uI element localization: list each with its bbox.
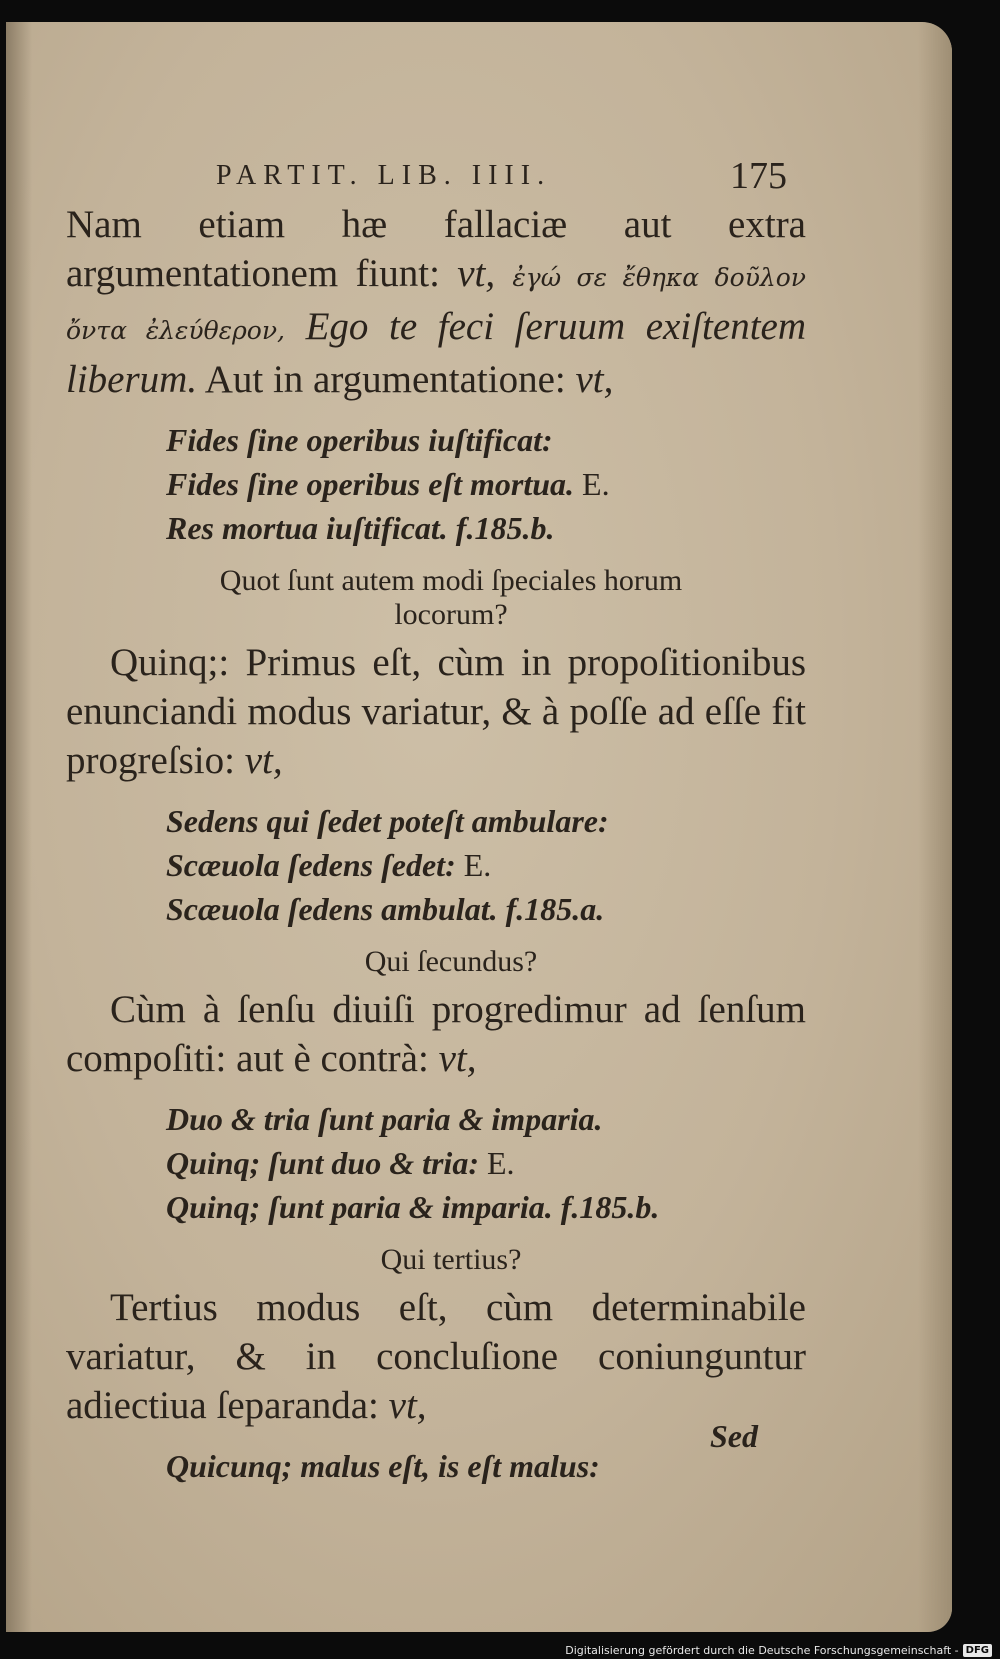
paragraph-1-vt-1: vt,: [457, 252, 496, 295]
paragraph-2: [66, 638, 806, 785]
paragraph-4-text: Tertius modus eſt, cùm determinabile variatur, & in concluſione coniunguntur adiectiua ſeparanda:: [66, 1286, 806, 1427]
ergo-marker: E.: [463, 847, 492, 883]
ergo-marker: E.: [486, 1145, 515, 1181]
syllogism-line-text: Duo & tria ſunt paria & imparia.: [166, 1101, 603, 1137]
syllogism-line-text: Sedens qui ſedet poteſt ambulare:: [166, 803, 609, 839]
paragraph-3-text: Cùm à ſenſu diuiſi progredimur ad ſenſum compoſiti: aut è contrà:: [66, 988, 806, 1080]
syllogism-1: [166, 418, 806, 550]
dfg-logo: DFG: [963, 1644, 992, 1657]
credit-text: Digitalisierung gefördert durch die Deutsche Forschungsgemeinschaft -: [565, 1643, 959, 1657]
syllogism-line-text: Scæuola ſedens ambulat. f.185.a.: [166, 891, 605, 927]
paragraph-1: [66, 200, 806, 404]
question-3: Qui tertius?: [380, 1243, 522, 1276]
paragraph-1-vt-2: vt,: [575, 358, 614, 401]
syllogism-2-conclusion: [166, 887, 806, 931]
catchword: Sed: [710, 1418, 758, 1454]
syllogism-3-minor: [166, 1141, 806, 1185]
paragraph-1-text-a: Nam etiam hæ fallaciæ aut extra argumentationem fiunt:: [66, 203, 806, 295]
paragraph-2-vt: vt,: [244, 739, 283, 782]
paragraph-2-text: Quinq;: Primus eſt, cùm in propoſitionibus enunciandi modus variatur, & à poſſe ad eſſe fit progreſsio:: [66, 641, 806, 782]
latin-translation: Ego te feci ſeruum exiſtentem liberum.: [66, 305, 806, 401]
question-2: Qui ſecundus?: [364, 945, 538, 978]
greek-quotation: ἐγώ σε ἔθηκα δοῦλον ὄντα ἐλεύθερον,: [66, 263, 806, 345]
running-head: PARTIT. LIB. IIII.: [216, 160, 552, 191]
syllogism-line-text: Scæuola ſedens ſedet:: [166, 847, 456, 883]
syllogism-3-major: [166, 1097, 806, 1141]
syllogism-1-minor: [166, 462, 806, 506]
digitization-credit: [565, 1641, 992, 1659]
syllogism-line-text: Fides ſine operibus iuſtificat:: [166, 422, 553, 458]
syllogism-3: [166, 1097, 806, 1229]
ergo-marker: E.: [582, 466, 610, 502]
syllogism-line-text: Quinq; ſunt duo & tria:: [166, 1145, 479, 1181]
syllogism-2-major: [166, 799, 806, 843]
paragraph-1-text-b: Aut in argumentatione:: [204, 358, 566, 401]
paragraph-4: [66, 1283, 806, 1430]
paragraph-3: [66, 985, 806, 1083]
paragraph-3-vt: vt,: [438, 1037, 477, 1080]
syllogism-line-text: Fides ſine operibus eſt mortua.: [166, 466, 575, 502]
question-1: [66, 564, 806, 632]
main-text: [66, 200, 806, 1502]
syllogism-2-minor: [166, 843, 806, 887]
book-page: [6, 22, 952, 1632]
paragraph-4-vt: vt,: [388, 1384, 427, 1427]
syllogism-3-conclusion: [166, 1185, 806, 1229]
question-1-line-2: locorum?: [394, 598, 508, 631]
page-number: 175: [730, 155, 787, 197]
page-header: [6, 140, 952, 200]
question-1-line-1: Quot ſunt autem modi ſpeciales horum: [219, 564, 683, 597]
syllogism-2: [166, 799, 806, 931]
syllogism-line-text: Quinq; ſunt paria & imparia. f.185.b.: [166, 1189, 660, 1225]
syllogism-line-text: Res mortua iuſtificat. f.185.b.: [166, 510, 555, 546]
syllogism-line-text: Quicunq; malus eſt, is eſt malus:: [166, 1448, 600, 1484]
syllogism-1-major: [166, 418, 806, 462]
syllogism-1-conclusion: [166, 506, 806, 550]
